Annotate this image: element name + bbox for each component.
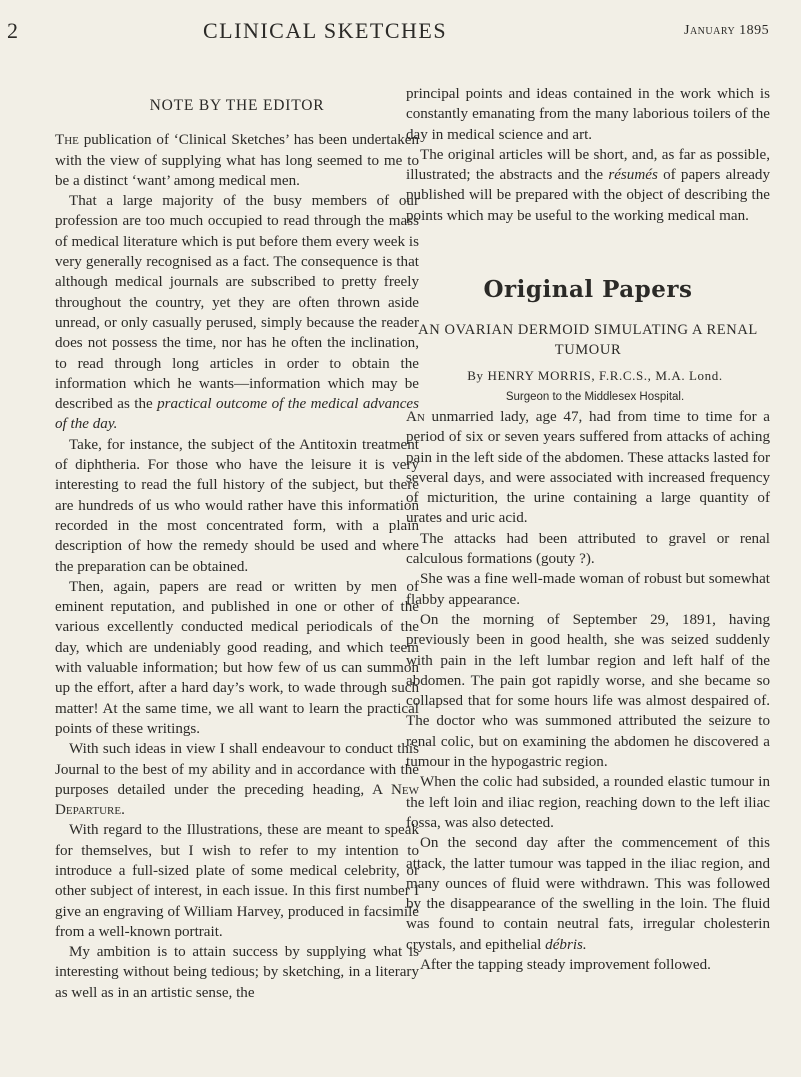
emphasis: practical outcome of the medical advances of the day. bbox=[55, 396, 419, 433]
paragraph: On the morning of September 29, 1891, having previously been in good health, she was seized suddenly with pain in the left lumbar region and left half of the abdomen. The pain got rapidly worse, and she became so collapsed that for some hours life was almost despaired of. The doctor who was summoned attributed the seizure to renal colic, but on examining the abdomen he discovered a tumour in the hypogastric region. bbox=[406, 611, 770, 771]
paragraph: principal points and ideas contained in the work which is constantly emanating from the many laborious toilers of the day in medical science and art. bbox=[406, 86, 770, 143]
small-caps-reference: New Departure. bbox=[55, 781, 419, 819]
paragraph: When the colic had subsided, a rounded elastic tumour in the left loin and iliac region, reaching down to the left iliac fossa, was also detected. bbox=[406, 774, 770, 831]
paragraph bbox=[55, 739, 419, 820]
paragraph: Then, again, papers are read or written by men of eminent reputation, and published in one or other of the various excellently conducted medical periodicals of the day, which are undeniably good reading, and which teem with valuable information; but how few of us can summon up the effort, after a hard day’s work, to wade through such matter! At the same time, we all want to learn the practical points of these writings. bbox=[55, 578, 419, 737]
author-affiliation: Surgeon to the Middlesex Hospital. bbox=[505, 390, 685, 403]
paragraph bbox=[406, 407, 770, 529]
paragraph: After the tapping steady improvement followed. bbox=[420, 956, 711, 973]
editor-note-heading: NOTE BY THE EDITOR bbox=[149, 97, 325, 114]
paragraph: My ambition is to attain success by supplying what is interesting without being tedious; by sketching, in a literary as well as in an artistic sense, the bbox=[55, 944, 419, 1001]
paragraph bbox=[55, 191, 419, 435]
paragraph: With regard to the Illustrations, these are meant to speak for themselves, but I wish to refer to my intention to introduce a full-sized plate of some medical celebrity, or other subject of interest, in each issue. In this first number I give an engraving of William Harvey, produced in facsimile from a well-known portrait. bbox=[55, 822, 419, 940]
paragraph bbox=[55, 130, 419, 191]
article-title: AN OVARIAN DERMOID SIMULATING A RENAL TUMOUR bbox=[418, 322, 758, 359]
paragraph: Take, for instance, the subject of the Antitoxin treatment of diphtheria. For those who have the leisure it is very interesting to read the full history of the subject, but there are hundreds of us who would rather have this information recorded in the most concentrated form, with a plain description of how the remedy should be used and where the preparation can be obtained. bbox=[55, 436, 419, 575]
issue-date-text: January 1895 bbox=[684, 23, 770, 38]
original-papers-heading: Original Papers bbox=[483, 276, 693, 304]
issue-date bbox=[684, 23, 769, 39]
paragraph-text: With such ideas in view I shall endeavour to conduct this Journal to the best of my ability and in accordance with the purposes detailed under the preceding heading, A bbox=[55, 741, 419, 798]
paragraph-text: publication of ‘Clinical Sketches’ has been undertaken with the view of supplying what has long seemed to me to be a distinct ‘want’ among medical men. bbox=[55, 132, 419, 189]
paragraph-text: On the second day after the commencement of this attack, the latter tumour was tapped in the iliac region, and many ounces of fluid were withdrawn. This was followed by the disappearance of the swelling in the loin. The fluid was found to contain neutral fats, irregular cholesterin crystals, and epithelial bbox=[406, 835, 770, 953]
emphasis: résumés bbox=[608, 167, 658, 184]
drop-word: The bbox=[55, 132, 79, 149]
left-column bbox=[55, 84, 419, 1003]
running-title: CLINICAL SKETCHES bbox=[203, 18, 448, 43]
page-number: 2 bbox=[7, 18, 18, 43]
paragraph-text: The original articles will be short, and, as far as possible, illustrated; the abstracts and the bbox=[406, 146, 770, 184]
paragraph bbox=[406, 145, 770, 226]
running-header bbox=[0, 0, 801, 50]
paragraph-text: That a large majority of the busy members of our profession are too much occupied to read through the mass of medical literature which is put before them every week is very generally recognised as a fact. The consequence is that although medical journals are subscribed to pretty freely throughout the country, yet they are often thrown aside unread, or only casually perused, simply because the reader does not possess the time, nor has he often the inclination, to read through long articles in order to obtain the information which he wants—information which may be described as the bbox=[55, 193, 419, 413]
article-byline: By HENRY MORRIS, F.R.C.S., M.A. Lond. bbox=[467, 368, 723, 384]
paragraph: She was a fine well-made woman of robust but somewhat flabby appearance. bbox=[406, 571, 770, 608]
paragraph: The attacks had been attributed to gravel or renal calculous formations (gouty ?). bbox=[406, 530, 770, 568]
drop-word: An bbox=[406, 408, 425, 425]
paragraph bbox=[406, 833, 770, 955]
paragraph-text: unmarried lady, age 47, had from time to time for a period of six or seven years suffered from attacks of aching pain in the left side of the abdomen. These attacks lasted for several days, and were associated with increased frequency of micturition, the urine containing a large quantity of urates and uric acid. bbox=[406, 408, 770, 527]
paragraph-text: of papers already published will be prepared with the object of describing the points which may be useful to the working medical man. bbox=[406, 167, 770, 224]
emphasis: débris. bbox=[545, 936, 587, 953]
right-column bbox=[406, 84, 770, 975]
